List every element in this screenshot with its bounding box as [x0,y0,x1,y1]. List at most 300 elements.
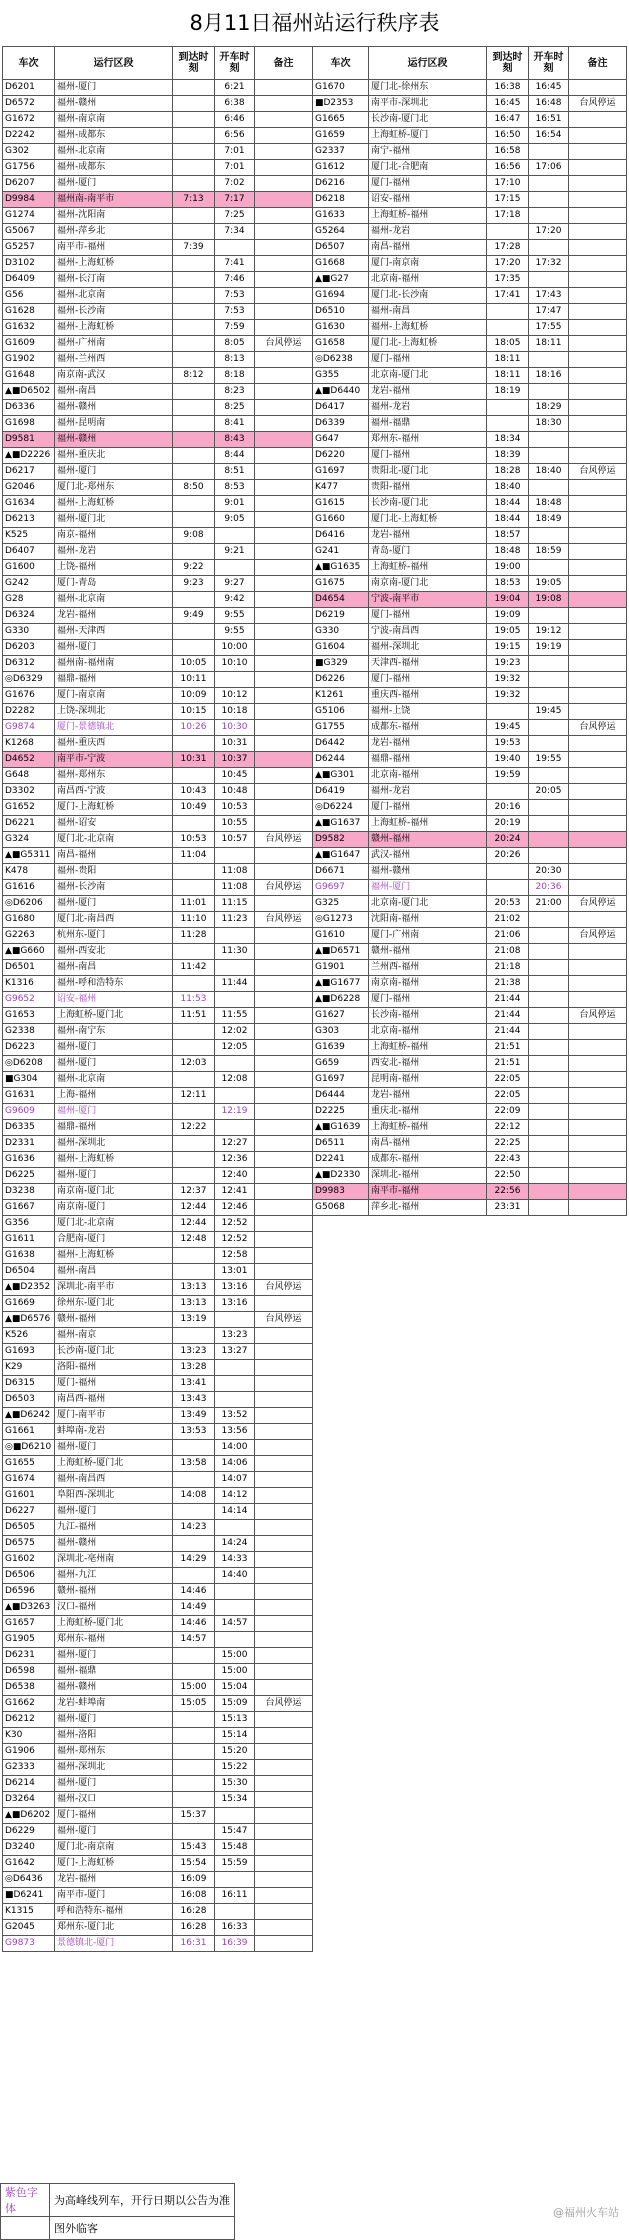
note [255,1776,313,1792]
arrival-time: 19:23 [487,656,529,672]
departure-time: 20:36 [529,880,569,896]
section: 福州-厦门 [55,1040,173,1056]
table-row [3,992,313,1008]
section: 南京-福州 [55,528,173,544]
arrival-time [173,1648,215,1664]
train-code: D3102 [3,256,55,272]
train-code: G2337 [313,144,369,160]
arrival-time [173,768,215,784]
arrival-time [173,1248,215,1264]
train-code: D9581 [3,432,55,448]
arrival-time: 21:02 [487,912,529,928]
section: 福州南-南平市 [55,192,173,208]
departure-time: 10:55 [215,816,255,832]
arrival-time: 13:58 [173,1456,215,1472]
arrival-time [173,1440,215,1456]
table-row [313,992,627,1008]
arrival-time: 17:18 [487,208,529,224]
table-row [3,272,313,288]
section: 福州-厦门 [55,1648,173,1664]
departure-time: 7:59 [215,320,255,336]
train-code: ▲■G1647 [313,848,369,864]
note [255,80,313,96]
arrival-time [173,400,215,416]
arrival-time [487,864,529,880]
train-code: G1755 [313,720,369,736]
train-code: G1632 [3,320,55,336]
departure-time: 18:29 [529,400,569,416]
arrival-time: 11:51 [173,1008,215,1024]
arrival-time [173,464,215,480]
table-row [3,352,313,368]
train-code: D6217 [3,464,55,480]
departure-time: 13:56 [215,1424,255,1440]
arrival-time [173,1104,215,1120]
table-row [3,1648,313,1664]
train-code: D2241 [313,1152,369,1168]
departure-time: 14:07 [215,1472,255,1488]
departure-time: 12:41 [215,1184,255,1200]
train-code: ▲■D6502 [3,384,55,400]
departure-time: 12:52 [215,1216,255,1232]
departure-time [529,944,569,960]
departure-time: 19:55 [529,752,569,768]
note [255,1888,313,1904]
arrival-time: 13:13 [173,1280,215,1296]
section: 深圳北-福州 [369,1168,487,1184]
arrival-time [173,1792,215,1808]
note [569,320,627,336]
departure-time: 18:59 [529,544,569,560]
arrival-time: 18:28 [487,464,529,480]
note [569,448,627,464]
table-row [3,1920,313,1936]
departure-time: 13:27 [215,1344,255,1360]
table-row [3,208,313,224]
arrival-time: 18:39 [487,448,529,464]
arrival-time [173,1472,215,1488]
departure-time: 11:44 [215,976,255,992]
section: 福州-龙岩 [369,400,487,416]
departure-time [215,848,255,864]
section: 福州-厦门 [55,896,173,912]
note [255,1376,313,1392]
departure-time: 12:36 [215,1152,255,1168]
train-code: G647 [313,432,369,448]
section: 福州-厦门 [55,176,173,192]
train-code: D6510 [313,304,369,320]
arrival-time [173,1536,215,1552]
note [569,128,627,144]
section: 厦门-福州 [369,800,487,816]
section: 福州-厦门 [55,640,173,656]
train-code: G659 [313,1056,369,1072]
table-row [3,128,313,144]
train-code: G9874 [3,720,55,736]
arrival-time: 16:28 [173,1904,215,1920]
train-code: G303 [313,1024,369,1040]
train-code: G9697 [313,880,369,896]
table-row [3,336,313,352]
section: 福州-南昌 [55,960,173,976]
arrival-time: 7:39 [173,240,215,256]
arrival-time [173,1024,215,1040]
arrival-time: 16:47 [487,112,529,128]
arrival-time: 21:08 [487,944,529,960]
table-row [313,368,627,384]
departure-time: 14:57 [215,1616,255,1632]
departure-time: 12:05 [215,1040,255,1056]
section: 南平市-厦门 [55,1888,173,1904]
departure-time: 19:19 [529,640,569,656]
train-code: ▲■D6202 [3,1808,55,1824]
train-code: K1316 [3,976,55,992]
arrival-time: 19:00 [487,560,529,576]
section: 福州-南京南 [55,112,173,128]
table-row [3,368,313,384]
train-code: D6315 [3,1376,55,1392]
table-row [3,544,313,560]
table-row [3,800,313,816]
section: 兰州西-福州 [369,960,487,976]
section: 福州-重庆西 [55,736,173,752]
train-code: ▲■D2330 [313,1168,369,1184]
section: 福州-昆明南 [55,416,173,432]
arrival-time: 22:12 [487,1120,529,1136]
section: 福州-赣州 [55,1680,173,1696]
train-code: G2263 [3,928,55,944]
train-code: G1672 [3,112,55,128]
table-row [3,1856,313,1872]
arrival-time: 11:53 [173,992,215,1008]
section: 宁波-南平市 [369,592,487,608]
arrival-time: 14:49 [173,1600,215,1616]
section: 郑州东-福州 [55,1632,173,1648]
arrival-time [173,208,215,224]
arrival-time [173,80,215,96]
departure-time [215,560,255,576]
note [255,1008,313,1024]
table-row [3,1808,313,1824]
arrival-time [173,176,215,192]
train-code: D6419 [313,784,369,800]
note [569,1056,627,1072]
departure-time [215,1632,255,1648]
table-row [313,192,627,208]
note [255,416,313,432]
table-row [313,720,627,736]
table-row [3,1680,313,1696]
arrival-time [487,400,529,416]
train-code: G1639 [313,1040,369,1056]
train-code: ▲■D6576 [3,1312,55,1328]
arrival-time [173,944,215,960]
arrival-time [173,1040,215,1056]
table-row [3,1600,313,1616]
departure-time: 19:12 [529,624,569,640]
table-row [313,208,627,224]
departure-time: 11:08 [215,864,255,880]
section: 徐州东-厦门北 [55,1296,173,1312]
note [255,320,313,336]
departure-time: 10:10 [215,656,255,672]
arrival-time [173,544,215,560]
section: 福鼎-福州 [55,672,173,688]
table-row [313,848,627,864]
section: 赣州-福州 [55,1584,173,1600]
table-row [3,1200,313,1216]
arrival-time [173,160,215,176]
arrival-time: 19:05 [487,624,529,640]
section: 福州-龙岩 [369,224,487,240]
section: 福州-赣州 [55,432,173,448]
departure-time: 10:45 [215,768,255,784]
table-row [3,1760,313,1776]
departure-time: 7:02 [215,176,255,192]
note [255,752,313,768]
train-code: D6212 [3,1712,55,1728]
arrival-time: 8:12 [173,368,215,384]
section: 福州-厦门北 [55,512,173,528]
departure-time: 8:53 [215,480,255,496]
train-code: D2331 [3,1136,55,1152]
departure-time: 11:15 [215,896,255,912]
section: 厦门-上海虹桥 [55,1856,173,1872]
section: 福州-兰州西 [55,352,173,368]
train-code: G1653 [3,1008,55,1024]
departure-time: 15:48 [215,1840,255,1856]
train-code: G1648 [3,368,55,384]
note [569,1040,627,1056]
departure-time: 15:04 [215,1680,255,1696]
arrival-time [487,784,529,800]
table-row [3,400,313,416]
arrival-time: 19:04 [487,592,529,608]
train-code: K478 [3,864,55,880]
table-row [3,1728,313,1744]
note [569,224,627,240]
section: 厦门北-南昌西 [55,912,173,928]
train-code: G1906 [3,1744,55,1760]
section: 福州-南昌 [369,304,487,320]
table-row [313,880,627,896]
departure-time: 8:18 [215,368,255,384]
section: 龙岩-福州 [369,384,487,400]
arrival-time: 21:44 [487,1008,529,1024]
note [569,1168,627,1184]
arrival-time: 9:23 [173,576,215,592]
note [255,1200,313,1216]
table-row [313,960,627,976]
departure-time: 13:52 [215,1408,255,1424]
note [569,240,627,256]
section: 赣州-福州 [369,832,487,848]
section: 南宁-福州 [369,144,487,160]
note [569,496,627,512]
arrival-time [173,224,215,240]
train-code: D6324 [3,608,55,624]
arrival-time [173,384,215,400]
departure-time: 6:21 [215,80,255,96]
table-row [3,464,313,480]
departure-time: 13:23 [215,1328,255,1344]
note [255,144,313,160]
train-code: D6506 [3,1568,55,1584]
section: 福州-汉口 [55,1792,173,1808]
departure-time [529,1008,569,1024]
table-row [3,960,313,976]
train-code: ◎D6206 [3,896,55,912]
note [255,288,313,304]
section: 南昌西-福州 [55,1392,173,1408]
table-row [313,1104,627,1120]
arrival-time [173,1328,215,1344]
train-code: G1631 [3,1088,55,1104]
note [255,1072,313,1088]
departure-time [529,1040,569,1056]
note [255,1536,313,1552]
departure-time: 7:01 [215,160,255,176]
departure-time [529,736,569,752]
arrival-time [173,880,215,896]
departure-time: 8:05 [215,336,255,352]
note: 台风停运 [569,896,627,912]
arrival-time [173,1776,215,1792]
table-row [313,912,627,928]
table-row [313,480,627,496]
arrival-time: 14:46 [173,1616,215,1632]
departure-time: 18:11 [529,336,569,352]
section: 龙岩-福州 [369,736,487,752]
departure-time [529,176,569,192]
train-code: G1609 [3,336,55,352]
departure-time: 11:30 [215,944,255,960]
note [255,1024,313,1040]
section: 深圳北-亳州南 [55,1552,173,1568]
section: 福州-上海虹桥 [55,320,173,336]
table-row [3,192,313,208]
section: 龙岩-福州 [369,1088,487,1104]
section: 重庆北-福州 [369,1104,487,1120]
table-row [3,1568,313,1584]
arrival-time: 16:08 [173,1888,215,1904]
arrival-time: 10:11 [173,672,215,688]
departure-time [529,432,569,448]
note [255,240,313,256]
note: 台风停运 [569,928,627,944]
note [255,1456,313,1472]
arrival-time: 16:09 [173,1872,215,1888]
note [255,720,313,736]
train-code: ◎D6436 [3,1872,55,1888]
departure-time [529,1152,569,1168]
arrival-time: 11:10 [173,912,215,928]
table-row [3,1536,313,1552]
legend-key: 紫色字体 [1,2184,50,2217]
departure-time [529,656,569,672]
train-code: G242 [3,576,55,592]
train-code: D6572 [3,96,55,112]
section: 北京南-福州 [369,1024,487,1040]
departure-time: 19:45 [529,704,569,720]
table-row [313,384,627,400]
section: 福州-龙岩 [369,784,487,800]
table-row [313,624,627,640]
section: 福州-厦门 [55,1824,173,1840]
section: 福州-上海虹桥 [55,1248,173,1264]
note [569,544,627,560]
departure-time: 17:55 [529,320,569,336]
note [255,1120,313,1136]
train-code: D6213 [3,512,55,528]
train-code: D6244 [313,752,369,768]
section: 贵阳-福州 [369,480,487,496]
legend [0,2183,629,2240]
note [255,128,313,144]
train-code: G9609 [3,1104,55,1120]
departure-time: 9:01 [215,496,255,512]
note [255,848,313,864]
arrival-time: 15:43 [173,1840,215,1856]
table-row [3,560,313,576]
section: 福州-西安北 [55,944,173,960]
section: 北京南-福州 [369,768,487,784]
arrival-time [173,640,215,656]
note [255,224,313,240]
section: 九江-福州 [55,1520,173,1536]
departure-time [529,208,569,224]
train-code: D6538 [3,1680,55,1696]
section: 宁波-南昌西 [369,624,487,640]
arrival-time [487,224,529,240]
train-code: D6336 [3,400,55,416]
arrival-time [173,112,215,128]
note [255,208,313,224]
note [255,736,313,752]
note [255,96,313,112]
section: 福州-赣州 [55,96,173,112]
table-row [313,1168,627,1184]
train-code: K477 [313,480,369,496]
departure-time: 16:45 [529,80,569,96]
note [569,704,627,720]
train-code: G1680 [3,912,55,928]
departure-time: 15:30 [215,1776,255,1792]
note [255,368,313,384]
departure-time: 14:14 [215,1504,255,1520]
train-code: ◎D6208 [3,1056,55,1072]
train-code: D6220 [313,448,369,464]
departure-time: 12:02 [215,1024,255,1040]
table-row [313,1152,627,1168]
departure-time [215,1584,255,1600]
table-row [313,1120,627,1136]
train-code: D6598 [3,1664,55,1680]
departure-time [529,1120,569,1136]
note [569,992,627,1008]
train-code: G9873 [3,1936,55,1952]
arrival-time [173,1664,215,1680]
table-row [3,688,313,704]
section: 阜阳西-深圳北 [55,1488,173,1504]
departure-time: 12:40 [215,1168,255,1184]
arrival-time: 17:41 [487,288,529,304]
note [255,1296,313,1312]
train-code: D6203 [3,640,55,656]
note [569,688,627,704]
arrival-time: 21:44 [487,1024,529,1040]
note [255,784,313,800]
